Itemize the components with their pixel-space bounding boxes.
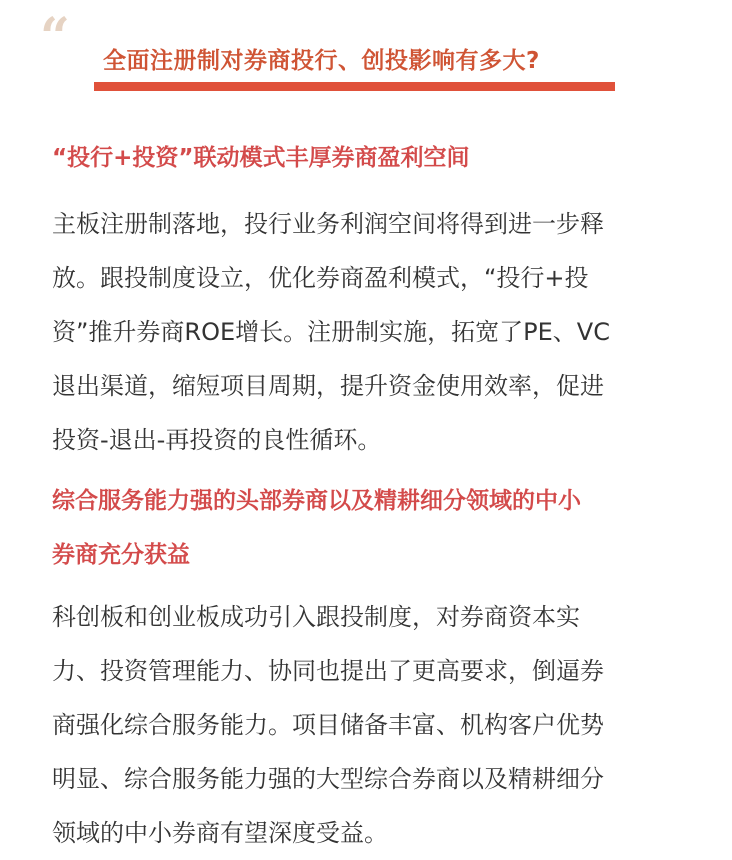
body-line: 投资-退出-再投资的良性循环。 bbox=[52, 426, 382, 454]
section-heading-1 bbox=[52, 131, 692, 185]
body-line: 领域的中小券商有望深度受益。 bbox=[52, 819, 388, 847]
page-title: 全面注册制对券商投行、创投影响有多大? bbox=[103, 48, 540, 74]
body-line: 科创板和创业板成功引入跟投制度，对券商资本实 bbox=[52, 603, 580, 631]
quote-mark-icon: “ bbox=[40, 7, 70, 68]
body-line: 放。跟投制度设立，优化券商盈利模式，“投行+投 bbox=[52, 264, 589, 292]
heading-line: 综合服务能力强的头部券商以及精耕细分领域的中小 bbox=[52, 488, 581, 514]
body-line: 资”推升券商ROE增长。注册制实施，拓宽了PE、VC bbox=[52, 318, 610, 346]
body-line: 退出渠道，缩短项目周期，提升资金使用效率，促进 bbox=[52, 372, 604, 400]
section-body-2 bbox=[52, 590, 692, 860]
body-line: 商强化综合服务能力。项目储备丰富、机构客户优势 bbox=[52, 711, 604, 739]
heading-line: “投行+投资”联动模式丰厚券商盈利空间 bbox=[52, 145, 470, 171]
body-line: 力、投资管理能力、协同也提出了更高要求，倒逼券 bbox=[52, 657, 604, 685]
body-line: 明显、综合服务能力强的大型综合券商以及精耕细分 bbox=[52, 765, 604, 793]
section-heading-2 bbox=[52, 474, 692, 582]
body-line: 主板注册制落地，投行业务利润空间将得到进一步释 bbox=[52, 210, 604, 238]
section-body-1 bbox=[52, 197, 692, 467]
heading-line: 券商充分获益 bbox=[52, 542, 190, 568]
title-underline bbox=[94, 82, 615, 91]
